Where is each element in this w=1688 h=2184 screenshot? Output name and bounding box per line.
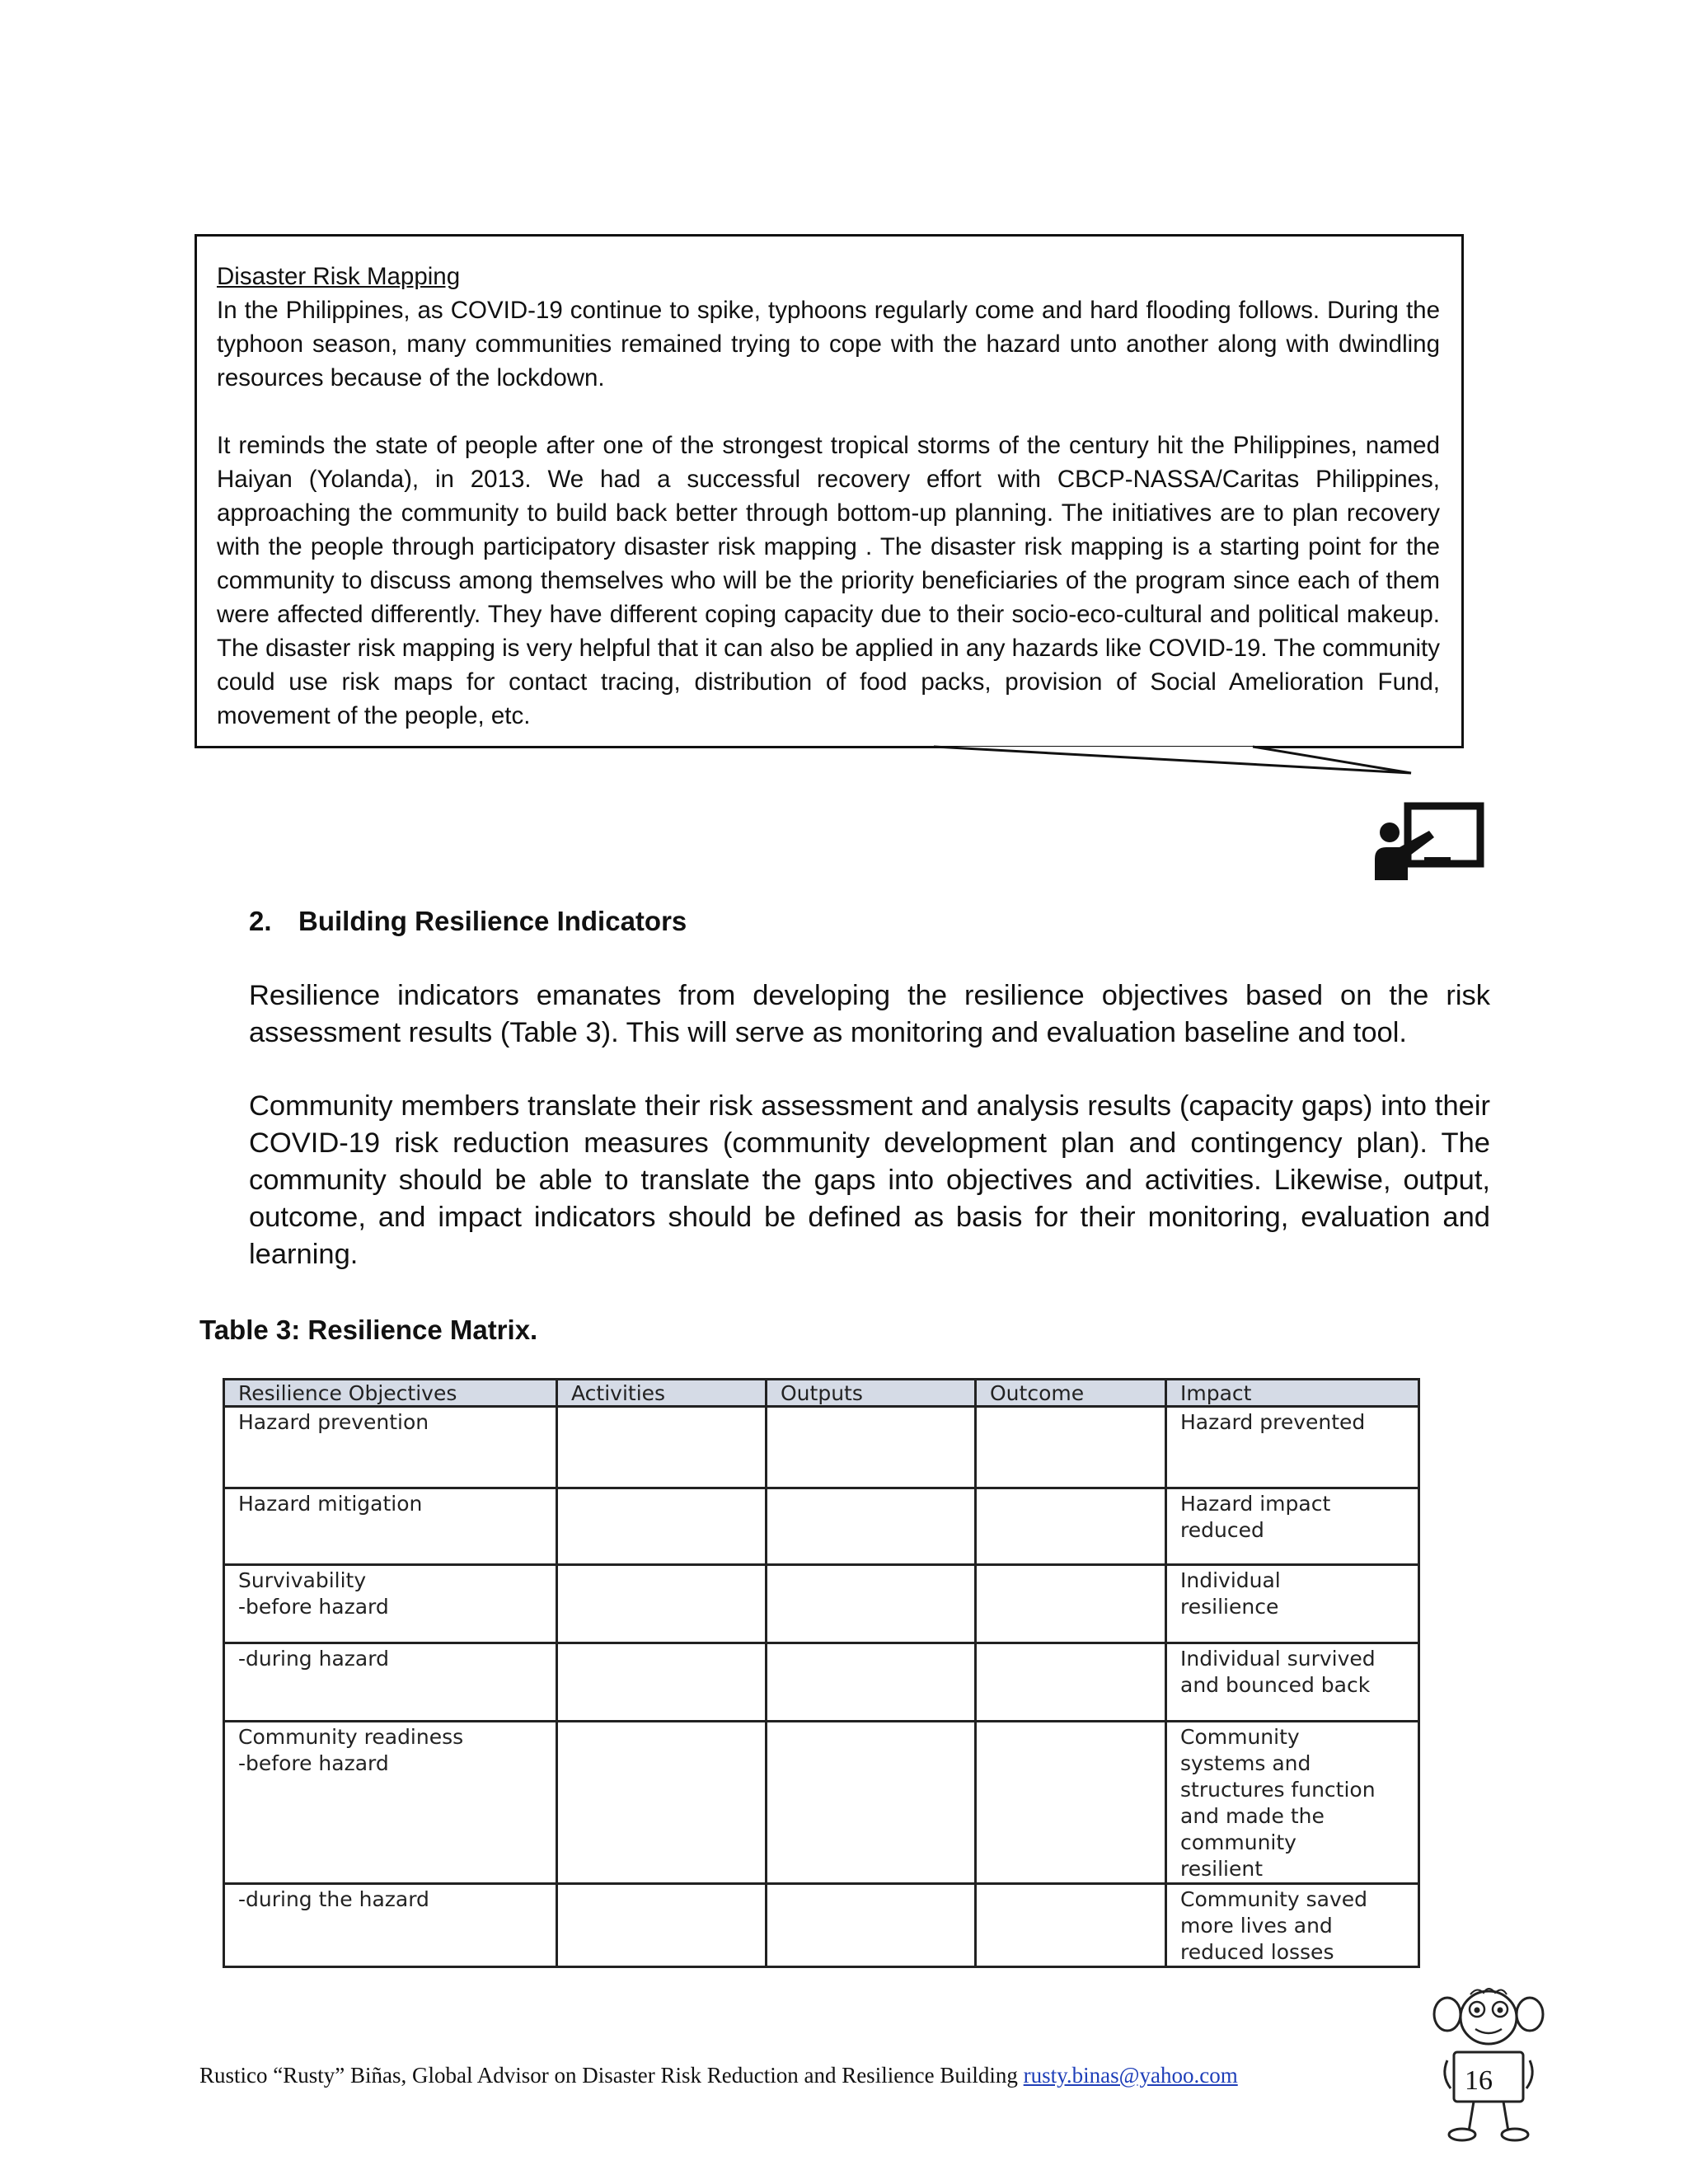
impact-cell (1166, 1884, 1419, 1967)
cell-line: community (1180, 1830, 1296, 1854)
header-activities: Activities (557, 1380, 767, 1407)
cell-line: Hazard impact (1180, 1492, 1331, 1516)
cell-line: systems and (1180, 1751, 1311, 1775)
callout-paragraph-2: It reminds the state of people after one of the strongest tropical storms of the century hit the Philippines, named Haiyan (Yolanda), in 2013. We had a successful recovery effort with CBCP-NASSA/Caritas Philippines, approaching the community to build back better through bottom-up planning. The initiatives are to plan recovery with the people through participatory disaster risk mapping . The disaster risk mapping is a starting point for the community to discuss among themselves who will be the priority beneficiaries of the program since each of them were affected differently. They have different coping capacity due to their socio-eco-cultural and political makeup. The disaster risk mapping is very helpful that it can also be applied in any hazards like COVID-19. The community could use risk maps for contact tracing, distribution of food packs, provision of Social Amelioration Fund, movement of the people, etc. (217, 432, 1440, 729)
callout-title: Disaster Risk Mapping (217, 263, 461, 290)
outputs-cell (767, 1722, 976, 1884)
header-resilience-objectives: Resilience Objectives (224, 1380, 557, 1407)
cell-line: more lives and (1180, 1914, 1333, 1938)
section-number: 2. (249, 906, 272, 936)
table-row (224, 1488, 1419, 1565)
table-row (224, 1643, 1419, 1722)
table-row (224, 1407, 1419, 1488)
cell-line: Hazard prevented (1180, 1410, 1366, 1434)
outcome-cell (976, 1565, 1166, 1643)
cell-line: and made the (1180, 1804, 1325, 1828)
objective-cell (224, 1565, 557, 1643)
activities-cell (557, 1488, 767, 1565)
disaster-risk-mapping-callout (195, 234, 1464, 748)
cell-line: Community (1180, 1725, 1300, 1749)
table-caption: Table 3: Resilience Matrix. (199, 1315, 538, 1345)
callout-paragraph-1: In the Philippines, as COVID-19 continue to spike, typhoons regularly come and hard flooding follows. During the typhoon season, many communities remained trying to cope with the hazard unto another along with dwindling resources because of the lockdown. (217, 297, 1440, 391)
impact-cell (1166, 1565, 1419, 1643)
activities-cell (557, 1565, 767, 1643)
cell-line: -during hazard (238, 1647, 389, 1671)
cell-line: Individual survived (1180, 1647, 1376, 1671)
header-outcome: Outcome (976, 1380, 1166, 1407)
resilience-paragraph-2: Community members translate their risk assessment and analysis results (capacity gaps) into their COVID-19 risk reduction measures (community development plan and contingency plan). The community should be able to translate the gaps into objectives and activities. Likewise, output, outcome, and impact indicators should be defined as basis for their monitoring, evaluation and learning. (249, 1090, 1490, 1270)
table-header-row (224, 1380, 1419, 1407)
cell-line: resilient (1180, 1857, 1263, 1881)
footer-author: Rustico “Rusty” Biñas, Global Advisor on Disaster Risk Reduction and Resilience Building (199, 2063, 1018, 2088)
objective-cell (224, 1643, 557, 1722)
objective-cell (224, 1488, 557, 1565)
cell-line: reduced (1180, 1518, 1264, 1542)
outcome-cell (976, 1884, 1166, 1967)
cell-line: reduced losses (1180, 1940, 1334, 1964)
resilience-matrix-table (223, 1378, 1420, 1968)
cell-line: -before hazard (238, 1595, 389, 1619)
table-row (224, 1884, 1419, 1967)
cell-line: structures function (1180, 1778, 1376, 1802)
mascot-holding-page-number-icon (1429, 1985, 1548, 2143)
impact-cell (1166, 1722, 1419, 1884)
impact-cell (1166, 1407, 1419, 1488)
cell-line: -before hazard (238, 1751, 389, 1775)
page-footer (199, 2060, 1238, 2090)
cell-line: Individual (1180, 1568, 1281, 1592)
outputs-cell (767, 1884, 976, 1967)
impact-cell (1166, 1643, 1419, 1722)
activities-cell (557, 1407, 767, 1488)
outcome-cell (976, 1722, 1166, 1884)
objective-cell (224, 1407, 557, 1488)
section-heading (249, 903, 687, 940)
cell-line: Hazard mitigation (238, 1492, 423, 1516)
outcome-cell (976, 1488, 1166, 1565)
cell-line: Survivability (238, 1568, 367, 1592)
teacher-at-board-icon (1372, 801, 1487, 882)
section-title: Building Resilience Indicators (298, 906, 687, 936)
activities-cell (557, 1722, 767, 1884)
cell-line: resilience (1180, 1595, 1279, 1619)
cell-line: -during the hazard (238, 1887, 429, 1911)
outputs-cell (767, 1488, 976, 1565)
outputs-cell (767, 1643, 976, 1722)
cell-line: Community readiness (238, 1725, 464, 1749)
objective-cell (224, 1722, 557, 1884)
cell-line: Hazard prevention (238, 1410, 429, 1434)
cell-line: Community saved (1180, 1887, 1368, 1911)
activities-cell (557, 1884, 767, 1967)
activities-cell (557, 1643, 767, 1722)
page-number: 16 (1465, 2065, 1493, 2096)
footer-email-link[interactable]: rusty.binas@yahoo.com (1023, 2063, 1238, 2088)
table-row (224, 1722, 1419, 1884)
resilience-paragraph-1: Resilience indicators emanates from developing the resilience objectives based on the risk assessment results (Table 3). This will serve as monitoring and evaluation baseline and tool. (249, 980, 1490, 1048)
table-row (224, 1565, 1419, 1643)
header-impact: Impact (1166, 1380, 1419, 1407)
outcome-cell (976, 1407, 1166, 1488)
outcome-cell (976, 1643, 1166, 1722)
cell-line: and bounced back (1180, 1673, 1371, 1697)
header-outputs: Outputs (767, 1380, 976, 1407)
outputs-cell (767, 1407, 976, 1488)
impact-cell (1166, 1488, 1419, 1565)
outputs-cell (767, 1565, 976, 1643)
objective-cell (224, 1884, 557, 1967)
